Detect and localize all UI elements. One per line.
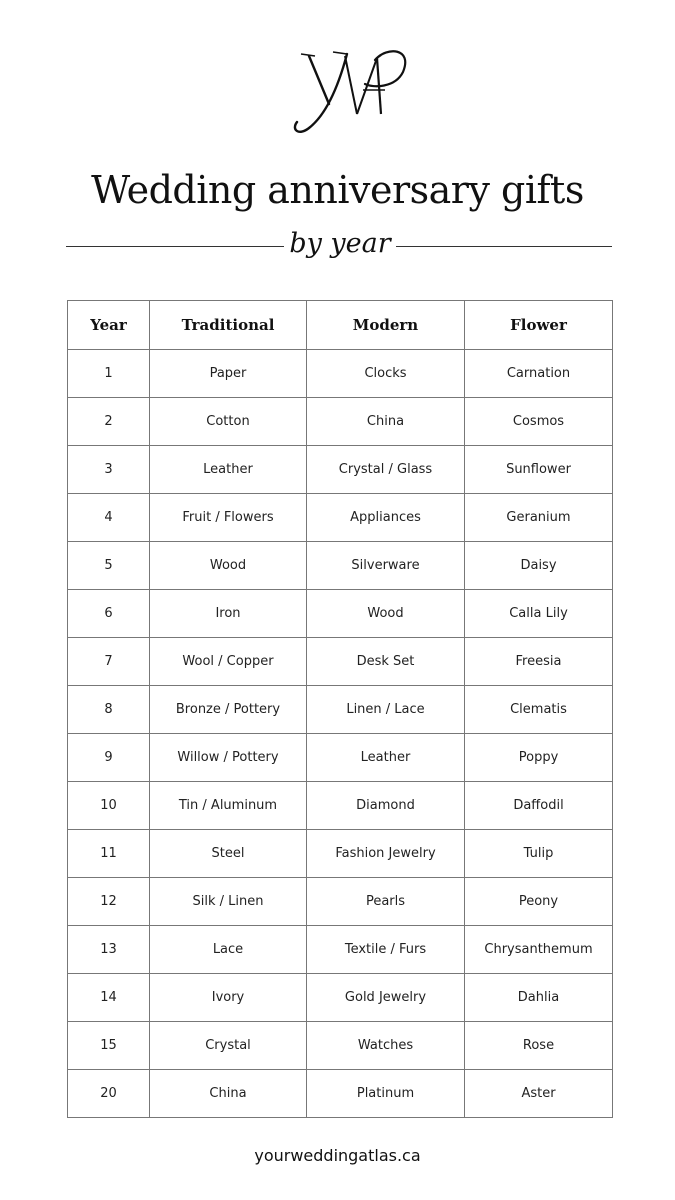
- table-row: [68, 542, 613, 590]
- subtitle-row: [66, 228, 612, 268]
- year-cell: 15: [68, 1022, 150, 1070]
- table-row: [68, 1070, 613, 1118]
- year-cell: 20: [68, 1070, 150, 1118]
- modern-cell: Watches: [307, 1022, 465, 1070]
- traditional-cell: Crystal: [150, 1022, 307, 1070]
- anniversary-gifts-table: [67, 300, 613, 1118]
- year-cell: 8: [68, 686, 150, 734]
- table-row: [68, 926, 613, 974]
- flower-cell: Clematis: [465, 686, 613, 734]
- modern-cell: Gold Jewelry: [307, 974, 465, 1022]
- table-row: [68, 494, 613, 542]
- traditional-cell: Steel: [150, 830, 307, 878]
- traditional-cell: Lace: [150, 926, 307, 974]
- right-divider: [396, 246, 612, 247]
- year-cell: 12: [68, 878, 150, 926]
- column-header-flower: Flower: [465, 301, 613, 350]
- left-divider: [66, 246, 284, 247]
- table-row: [68, 1022, 613, 1070]
- traditional-cell: Bronze / Pottery: [150, 686, 307, 734]
- flower-cell: Tulip: [465, 830, 613, 878]
- flower-cell: Peony: [465, 878, 613, 926]
- column-header-modern: Modern: [307, 301, 465, 350]
- traditional-cell: China: [150, 1070, 307, 1118]
- flower-cell: Carnation: [465, 350, 613, 398]
- traditional-cell: Fruit / Flowers: [150, 494, 307, 542]
- modern-cell: Pearls: [307, 878, 465, 926]
- flower-cell: Chrysanthemum: [465, 926, 613, 974]
- modern-cell: China: [307, 398, 465, 446]
- flower-cell: Rose: [465, 1022, 613, 1070]
- year-cell: 6: [68, 590, 150, 638]
- year-cell: 9: [68, 734, 150, 782]
- column-header-traditional: Traditional: [150, 301, 307, 350]
- year-cell: 4: [68, 494, 150, 542]
- modern-cell: Leather: [307, 734, 465, 782]
- table-row: [68, 446, 613, 494]
- year-cell: 5: [68, 542, 150, 590]
- traditional-cell: Paper: [150, 350, 307, 398]
- traditional-cell: Iron: [150, 590, 307, 638]
- modern-cell: Clocks: [307, 350, 465, 398]
- page-title: Wedding anniversary gifts: [91, 168, 584, 212]
- year-cell: 13: [68, 926, 150, 974]
- traditional-cell: Wool / Copper: [150, 638, 307, 686]
- flower-cell: Daisy: [465, 542, 613, 590]
- flower-cell: Freesia: [465, 638, 613, 686]
- table-body: [68, 350, 613, 1118]
- table-row: [68, 830, 613, 878]
- flower-cell: Cosmos: [465, 398, 613, 446]
- table-row: [68, 782, 613, 830]
- flower-cell: Aster: [465, 1070, 613, 1118]
- modern-cell: Fashion Jewelry: [307, 830, 465, 878]
- year-cell: 14: [68, 974, 150, 1022]
- flower-cell: Daffodil: [465, 782, 613, 830]
- modern-cell: Textile / Furs: [307, 926, 465, 974]
- modern-cell: Linen / Lace: [307, 686, 465, 734]
- table-header-row: [68, 301, 613, 350]
- table-row: [68, 398, 613, 446]
- year-cell: 7: [68, 638, 150, 686]
- modern-cell: Appliances: [307, 494, 465, 542]
- traditional-cell: Cotton: [150, 398, 307, 446]
- traditional-cell: Tin / Aluminum: [150, 782, 307, 830]
- year-cell: 3: [68, 446, 150, 494]
- table-row: [68, 878, 613, 926]
- table-row: [68, 638, 613, 686]
- flower-cell: Sunflower: [465, 446, 613, 494]
- flower-cell: Geranium: [465, 494, 613, 542]
- table-row: [68, 974, 613, 1022]
- table-row: [68, 734, 613, 782]
- flower-cell: Dahlia: [465, 974, 613, 1022]
- table-row: [68, 590, 613, 638]
- flower-cell: Calla Lily: [465, 590, 613, 638]
- year-cell: 11: [68, 830, 150, 878]
- year-cell: 2: [68, 398, 150, 446]
- traditional-cell: Wood: [150, 542, 307, 590]
- modern-cell: Platinum: [307, 1070, 465, 1118]
- traditional-cell: Willow / Pottery: [150, 734, 307, 782]
- table-row: [68, 686, 613, 734]
- year-cell: 1: [68, 350, 150, 398]
- modern-cell: Wood: [307, 590, 465, 638]
- flower-cell: Poppy: [465, 734, 613, 782]
- modern-cell: Diamond: [307, 782, 465, 830]
- monogram-logo: [287, 44, 413, 140]
- monogram-logo-icon: [287, 44, 413, 140]
- modern-cell: Desk Set: [307, 638, 465, 686]
- table-row: [68, 350, 613, 398]
- traditional-cell: Leather: [150, 446, 307, 494]
- modern-cell: Crystal / Glass: [307, 446, 465, 494]
- website-footer: yourweddingatlas.ca: [254, 1146, 421, 1165]
- column-header-year: Year: [68, 301, 150, 350]
- year-cell: 10: [68, 782, 150, 830]
- traditional-cell: Ivory: [150, 974, 307, 1022]
- traditional-cell: Silk / Linen: [150, 878, 307, 926]
- page-subtitle: by year: [289, 228, 391, 259]
- modern-cell: Silverware: [307, 542, 465, 590]
